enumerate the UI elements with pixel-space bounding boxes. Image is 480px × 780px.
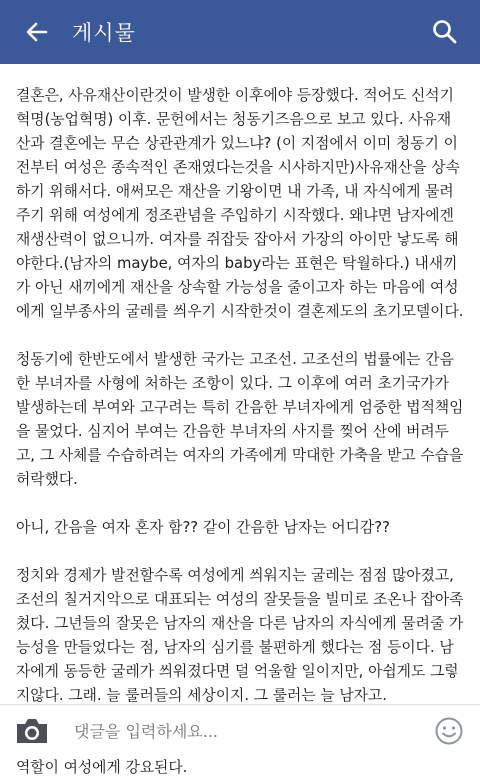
post-paragraph: 역할이 여성에게 강요된다. xyxy=(16,759,188,776)
search-icon xyxy=(432,19,458,45)
camera-icon xyxy=(14,716,50,746)
post-body xyxy=(0,64,480,780)
post-paragraph: 정치와 경제가 발전할수록 여성에게 씌워지는 굴레는 점점 많아졌고, 조선의 칠거지악으로 대표되는 여성의 잘못들을 빌미로 조온나 잡아족쳤다. 그년들의 잘못은 남자의 재산을 다른 남자의 자식에게 물려줄 가능성을 만들었다는 점, 남자의 심기를 불편하게 했다는 점 등이다. 남자에게 동등한 굴레가 씌워졌다면 덜 억울할 일이지만, 아쉽게도 그렇지않다. 그래. 늘 룰러들의 세상이지. 그 룰러는 늘 남자고. xyxy=(16,567,464,704)
arrow-left-icon xyxy=(25,20,49,44)
emoji-button[interactable] xyxy=(434,716,464,746)
post-paragraph: 청동기에 한반도에서 발생한 국가는 고조선. 고조선의 법률에는 간음한 부녀자를 사형에 처하는 조항이 있다. 그 이후에 여러 초기국가가 발생하는데 부여와 고구려는 특히 간음한 부녀자에게 엄중한 법적책임을 물었다. 심지어 부여는 간음한 부녀자의 사지를 찢어 산에 버려두고, 그 사체를 수습하려는 여자의 가족에게 막대한 가축을 받고 수습을 허락했다. xyxy=(16,351,464,488)
smiley-icon xyxy=(434,716,464,746)
post-paragraph: 아니, 간음을 여자 혼자 함?? 같이 간음한 남자는 어디감?? xyxy=(16,519,390,536)
post-paragraph: 결혼은, 사유재산이란것이 발생한 이후에야 등장했다. 적어도 신석기혁명(농업혁명) 이후. 문헌에서는 청동기즈음으로 보고 있다. 사유재산과 결혼에는 무슨 상관관계가 있느냐? (이 지점에서 이미 청동기 이전부터 여성은 종속적인 존재였다는것을 시사하지만)사유재산을 상속하기 위해서다. 애써모은 재산을 기왕이면 내 가족, 내 자식에게 물려주기 위해 여성에게 정조관념을 주입하기 시작했다. 왜냐면 남자에겐 재생산력이 없으니까. 여자를 쥐잡듯 잡아서 가장의 아이만 낳도록 해야한다.(남자의 maybe, 여자의 baby라는 표현은 탁월하다.) 내새끼가 아닌 새끼에게 재산을 상속할 가능성을 줄이고자 하는 마음에 여성에게 일부종사의 굴레를 씌우기 시작한것이 결혼제도의 초기모델이다. xyxy=(16,87,464,320)
search-button[interactable] xyxy=(432,19,458,45)
post-content[interactable] xyxy=(0,64,480,776)
comment-input[interactable] xyxy=(72,721,434,742)
back-button[interactable] xyxy=(24,19,50,45)
comment-bar xyxy=(0,704,480,757)
page-title: 게시물 xyxy=(72,21,136,45)
camera-button[interactable] xyxy=(14,716,50,746)
app-bar xyxy=(0,0,480,64)
